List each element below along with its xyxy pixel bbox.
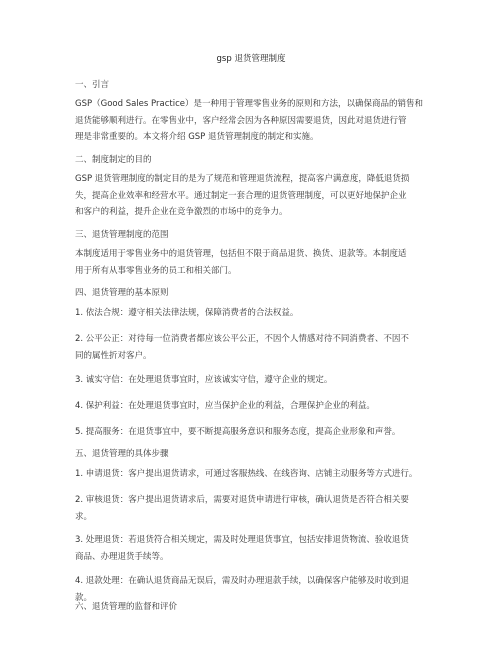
- paragraph: [75, 398, 435, 415]
- paragraph-line: 用于所有从事零售业务的员工和相关部门。: [75, 265, 237, 276]
- paragraph-line: 1. 申请退货：客户提出退货请求，可通过客服热线、在线咨询、店铺主动服务等方式进行。: [75, 469, 418, 479]
- paragraph-line: 1. 依法合规：遵守相关法律法规，保障消费者的合法权益。: [75, 308, 299, 318]
- paragraph: [75, 532, 435, 565]
- paragraph-line: 求。: [75, 511, 93, 522]
- section-heading: 二、制度制定的目的: [75, 155, 152, 165]
- paragraph: [75, 96, 435, 146]
- paragraph-line: 2. 审核退货：客户提出退货请求后，需要对退货申请进行审核，确认退货是否符合相关要: [75, 495, 409, 505]
- document-title: gsp 退货管理制度: [216, 54, 286, 64]
- section-heading: 五、退货管理的具体步骤: [75, 449, 169, 459]
- section-heading: 四、退货管理的基本原则: [75, 288, 169, 298]
- paragraph-line: GSP 退货管理制度的制定目的是为了规范和管理退货流程，提高客户满意度，降低退货损: [75, 174, 410, 184]
- paragraph-line: 和客户的利益，提升企业在竞争激烈的市场中的竞争力。: [75, 207, 288, 217]
- paragraph-line: GSP（Good Sales Practice）是一种用于管理零售业务的原则和方法，以确保商品的销售和: [75, 99, 423, 109]
- paragraph-line: 同的属性折对客户。: [75, 350, 152, 361]
- paragraph: [75, 466, 435, 483]
- paragraph-line: 商品、办理退货手续等。: [75, 551, 169, 562]
- paragraph-line: 4. 退款处理：在确认退货商品无误后，需及时办理退款手续，以确保客户能够及时收到退: [75, 576, 409, 586]
- paragraph-line: 款。: [75, 592, 93, 603]
- section-heading: 一、引言: [75, 80, 110, 90]
- paragraph: [75, 331, 435, 364]
- paragraph: [75, 305, 435, 322]
- paragraph-line: 3. 处理退货：若退货符合相关规定，需及时处理退货事宜，包括安排退货物流、验收退货: [75, 535, 409, 545]
- paragraph: [75, 372, 435, 389]
- paragraph-line: 4. 保护利益：在处理退货事宜时，应当保护企业的利益，合理保护企业的利益。: [75, 401, 375, 411]
- paragraph-line: 失，提高企业效率和经营水平。通过制定一套合理的退货管理制度，可以更好地保护企业: [75, 190, 407, 201]
- paragraph-line: 本制度适用于零售业务中的退货管理，包括但不限于商品退货、换货、退款等。本制度适: [75, 249, 407, 259]
- section-heading: 三、退货管理制度的范围: [75, 230, 169, 240]
- paragraph-line: 3. 诚实守信：在处理退货事宜时，应该诚实守信，遵守企业的规定。: [75, 375, 333, 385]
- section-heading: 六、退货管理的监督和评价: [75, 602, 178, 612]
- paragraph-line: 退货能够顺利进行。在零售业中，客户经常会因为各种原因需要退货，因此对退货进行管: [75, 115, 407, 126]
- paragraph-line: 理是非常重要的。本文将介绍 GSP 退货管理制度的制定和实施。: [75, 132, 319, 142]
- paragraph-line: 5. 提高服务：在退货事宜中，要不断提高服务意识和服务态度，提高企业形象和声誉。: [75, 427, 401, 437]
- paragraph-line: 2. 公平公正：对待每一位消费者都应该公平公正，不因个人情感对待不同消费者、不因不: [75, 334, 409, 344]
- paragraph: [75, 171, 435, 221]
- paragraph: [75, 246, 435, 279]
- paragraph: [75, 492, 435, 525]
- paragraph: [75, 424, 435, 441]
